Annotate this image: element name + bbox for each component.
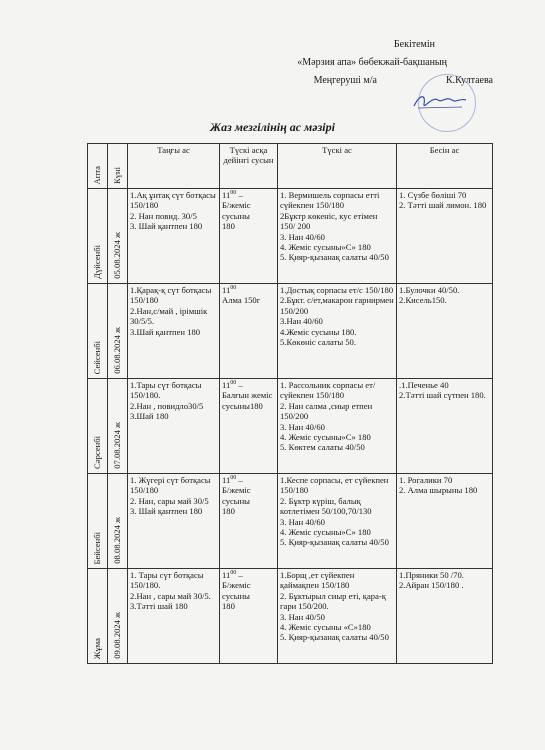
snack-cell: $11^{00}$ – Б/жеміс сусыны 180 (220, 569, 278, 664)
date-cell: 09.08.2024 ж (108, 569, 128, 664)
lunch-cell: 1.Борщ ,ет сүйекпен қаймақпен 150/180 2. Бұктырыл сиыр еті, қара-қ гари 150/200. 3. Нан 40/50 4. Жеміс сусыны «С»180 5. Қияр-қызанақ салаты 40/50 (278, 569, 397, 664)
header-row (88, 144, 493, 189)
breakfast-cell: 1. Тары сүт ботқасы 150/180. 2.Нан , сары май 30/5. 3.Тәтті шай 180 (128, 569, 220, 664)
approval-heading: Бекітемін (393, 39, 435, 50)
approval-block (297, 36, 507, 90)
afternoon-cell: 1. Рогалики 70 2. Алма шырыны 180 (397, 474, 493, 569)
approval-organization: «Мәрзия апа» бөбекжай-бақшаның (297, 57, 447, 68)
approval-role: Меңгеруші м/а (313, 75, 377, 86)
date-cell: 06.08.2024 ж (108, 284, 128, 379)
header-week: Апта (88, 144, 108, 189)
table-row (88, 569, 493, 664)
header-breakfast: Таңғы ас (128, 144, 220, 189)
header-day: Күні (108, 144, 128, 189)
weekday-cell: Бейсенбі (88, 474, 108, 569)
weekday-cell: Сәрсенбі (88, 379, 108, 474)
weekday-cell: Сейсенбі (88, 284, 108, 379)
snack-cell: $11^{00}$ – Б/жеміс сусыны 180 (220, 189, 278, 284)
table-row (88, 284, 493, 379)
header-lunch: Түскі ас (278, 144, 397, 189)
table-row (88, 189, 493, 284)
afternoon-cell: 1. Сүзбе бөліші 70 2. Тәтті шай лимон. 180 (397, 189, 493, 284)
date-cell: 07.08.2024 ж (108, 379, 128, 474)
lunch-cell: 1. Рассольник сорпасы ет/сүйекпен 150/180 2. Нан салма ,сиыр етпен 150/200 3. Нан 40/60 4. Жеміс сусыны»С» 180 5. Көктем салаты 40/50 (278, 379, 397, 474)
weekday-cell: Жұма (88, 569, 108, 664)
lunch-cell: 1.Достық сорпасы ет/с 150/180 2.Бұкт. с/ет,макарон гарнирмен 150/200 3.Нан 40/60 4.Жеміс сусыны 180. 5.Көкөніс салаты 50. (278, 284, 397, 379)
table-row (88, 474, 493, 569)
breakfast-cell: 1.Ақ ұнтақ сүт ботқасы 150/180 2. Нан повид. 30/5 3. Шай қантпен 180 (128, 189, 220, 284)
breakfast-cell: 1. Жүгері сүт ботқасы 150/180 2. Нан, сары май 30/5 3. Шай қантпен 180 (128, 474, 220, 569)
table-row (88, 379, 493, 474)
approval-name: К.Култаева (445, 75, 493, 86)
date-cell: 08.08.2024 ж (108, 474, 128, 569)
afternoon-cell: .1.Печенье 40 2.Тәтті шай сүтпен 180. (397, 379, 493, 474)
snack-cell: $11^{00}$ Алма 150г (220, 284, 278, 379)
snack-cell: $11^{00}$ – Балғын жеміс сусыны180 (220, 379, 278, 474)
signature-mark (410, 88, 470, 114)
menu-table (87, 143, 493, 664)
afternoon-cell: 1.Булочки 40/50. 2.Кисель150. (397, 284, 493, 379)
afternoon-cell: 1.Пряники 50 /70. 2.Айран 150/180 . (397, 569, 493, 664)
document-title: Жаз мезгілінің ас мәзірі (210, 120, 335, 134)
header-afternoon: Бесін ас (397, 144, 493, 189)
snack-cell: $11^{00}$ – Б/жеміс сусыны 180 (220, 474, 278, 569)
breakfast-cell: 1.Қарақ-қ сүт ботқасы 150/180 2.Нан,с/май , ірімшік 30/5/5. 3.Шай қантпен 180 (128, 284, 220, 379)
lunch-cell: 1.Кеспе сорпасы, ет сүйекпен 150/180 2. Бұктр күріш, балық котлетімен 50/100,70/130 3. Нан 40/60 4. Жеміс сусыны»С» 180 5. Қияр-қызанақ салаты 40/50 (278, 474, 397, 569)
header-snack: Түскі асқа дейінгі сусын (220, 144, 278, 189)
lunch-cell: 1. Вермишель сорпасы етті сүйекпен 150/180 2Бұктр көкеніс, кус етімен 150/ 200 3. Нан 40/60 4. Жеміс сусыны»С» 180 5. Қияр-қызанақ салаты 40/50 (278, 189, 397, 284)
date-cell: 05.08.2024 ж (108, 189, 128, 284)
weekday-cell: Дүйсенбі (88, 189, 108, 284)
breakfast-cell: 1.Тары сүт ботқасы 150/180. 2.Нан , повидло30/5 3.Шай 180 (128, 379, 220, 474)
